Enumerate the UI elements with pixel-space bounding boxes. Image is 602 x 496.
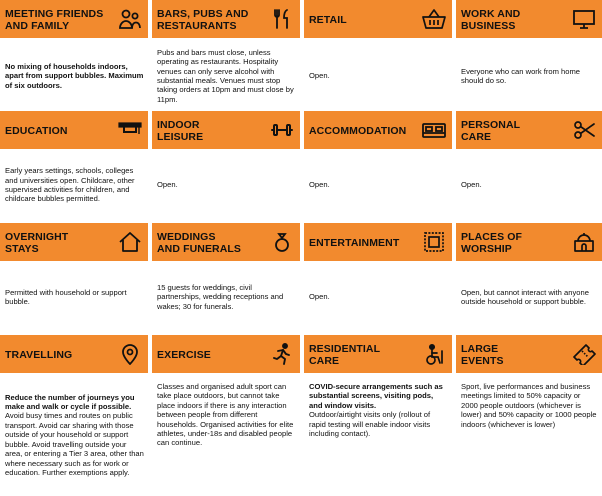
header-title: OVERNIGHT STAYS (5, 231, 69, 255)
mosque-icon (572, 231, 596, 253)
header-overnight-stays (0, 223, 148, 261)
header-title: LARGE EVENTS (461, 343, 504, 367)
location-pin-icon (118, 343, 142, 365)
rule-text: Open. (309, 180, 330, 190)
column-1 (0, 0, 148, 496)
body-education (0, 150, 148, 220)
dumbbell-icon (270, 119, 294, 141)
body-bars-pubs (152, 41, 300, 111)
body-large-events (456, 374, 602, 496)
runner-icon (270, 343, 294, 365)
body-weddings-funerals (152, 262, 300, 332)
ticket-icon (572, 343, 596, 365)
rule-text: Pubs and bars must close, unless operating as restaurants. Hospitality venues can only serve alcohol with substantial meals. Venues must stop taking orders at 10pm and must close by 11pm. (157, 47, 294, 104)
body-overnight-stays (0, 262, 148, 332)
column-4 (456, 0, 602, 496)
header-title: EDUCATION (5, 125, 68, 137)
header-large-events (456, 335, 602, 373)
body-residential-care (304, 374, 452, 496)
graduation-cap-icon (118, 119, 142, 141)
header-personal-care (456, 111, 602, 149)
header-entertainment (304, 223, 452, 261)
header-education (0, 111, 148, 149)
header-title: ACCOMMODATION (309, 125, 407, 137)
body-places-of-worship (456, 262, 602, 332)
header-title: WEDDINGS AND FUNERALS (157, 231, 242, 255)
family-icon (118, 8, 142, 30)
stamp-frame-icon (422, 231, 446, 253)
header-title: MEETING FRIENDS AND FAMILY (5, 8, 104, 32)
header-accommodation (304, 111, 452, 149)
column-3 (304, 0, 452, 496)
rule-text: Everyone who can work from home should do so. (461, 66, 581, 85)
body-indoor-leisure (152, 150, 300, 220)
rule-text: Classes and organised adult sport can take place outdoors, but cannot take place indoors if there is any interaction between people from different households. Organised activities for elite athletes, under-18s and disabled people can continue. (157, 382, 294, 448)
body-work-business (456, 41, 602, 111)
rule-text-bold: Reduce the number of journeys you make and walk or cycle if possible. (5, 392, 135, 412)
rule-text-bold: COVID-secure arrangements such as substantial screens, visiting pods, and window visits. (309, 382, 443, 410)
header-title: RESIDENTIAL CARE (309, 343, 381, 367)
rule-text: No mixing of households indoors, apart from support bubbles. Maximum of six outdoors. (5, 61, 144, 90)
header-title: BARS, PUBS AND RESTAURANTS (157, 8, 249, 32)
rule-text: 15 guests for weddings, civil partnerships, wedding receptions and wakes; 30 for funerals. (157, 282, 284, 311)
rule-text: Outdoor/airtight visits only (rollout of rapid testing will enable indoor visits including contact). (309, 410, 431, 439)
basket-icon (422, 8, 446, 30)
header-title: TRAVELLING (5, 349, 73, 361)
rule-text: Permitted with household or support bubble. (5, 287, 127, 306)
header-exercise (152, 335, 300, 373)
header-title: ENTERTAINMENT (309, 237, 400, 249)
header-title: RETAIL (309, 14, 347, 26)
body-travelling (0, 374, 148, 496)
bed-icon (422, 119, 446, 141)
body-retail (304, 41, 452, 111)
header-title: INDOOR LEISURE (157, 119, 204, 143)
cutlery-icon (270, 8, 294, 30)
body-entertainment (304, 262, 452, 332)
body-exercise (152, 374, 300, 496)
header-residential-care (304, 335, 452, 373)
header-places-of-worship (456, 223, 602, 261)
header-travelling (0, 335, 148, 373)
rule-text: Open. (309, 71, 330, 81)
body-accommodation (304, 150, 452, 220)
scissors-icon (572, 119, 596, 141)
care-home-icon (422, 343, 446, 365)
rule-text: Open. (157, 180, 178, 190)
header-work-business (456, 0, 602, 38)
header-title: PLACES OF WORSHIP (461, 231, 522, 255)
header-title: EXERCISE (157, 349, 211, 361)
rule-text: Open. (461, 180, 482, 190)
rule-text: Early years settings, schools, colleges and universities open. Childcare, other supervised activities for children, and childcare bubbles permitted. (5, 166, 135, 204)
header-retail (304, 0, 452, 38)
rule-text: Open. (309, 292, 330, 302)
header-weddings-funerals (152, 223, 300, 261)
house-icon (118, 231, 142, 253)
ring-icon (270, 231, 294, 253)
rule-text: Avoid busy times and routes on public transport. Avoid car sharing with those outside of your household or support bubble. Avoid travelling outside your area, or entering a Tier 3 area, other than where necessary such as for work or education. Further exemptions apply. (5, 411, 144, 477)
column-2 (152, 0, 300, 496)
header-title: PERSONAL CARE (461, 119, 521, 143)
header-indoor-leisure (152, 111, 300, 149)
rule-text: Sport, live performances and business meetings limited to 50% capacity or 2000 people outdoors (whichever is lower) and 50% capacity or 1000 people indoors (whichever is lower) (461, 382, 597, 429)
rule-text: Open, but cannot interact with anyone outside household or support bubble. (461, 287, 589, 306)
body-meeting-friends (0, 41, 148, 111)
header-title: WORK AND BUSINESS (461, 8, 521, 32)
header-bars-pubs (152, 0, 300, 38)
header-meeting-friends (0, 0, 148, 38)
body-personal-care (456, 150, 602, 220)
monitor-icon (572, 8, 596, 30)
